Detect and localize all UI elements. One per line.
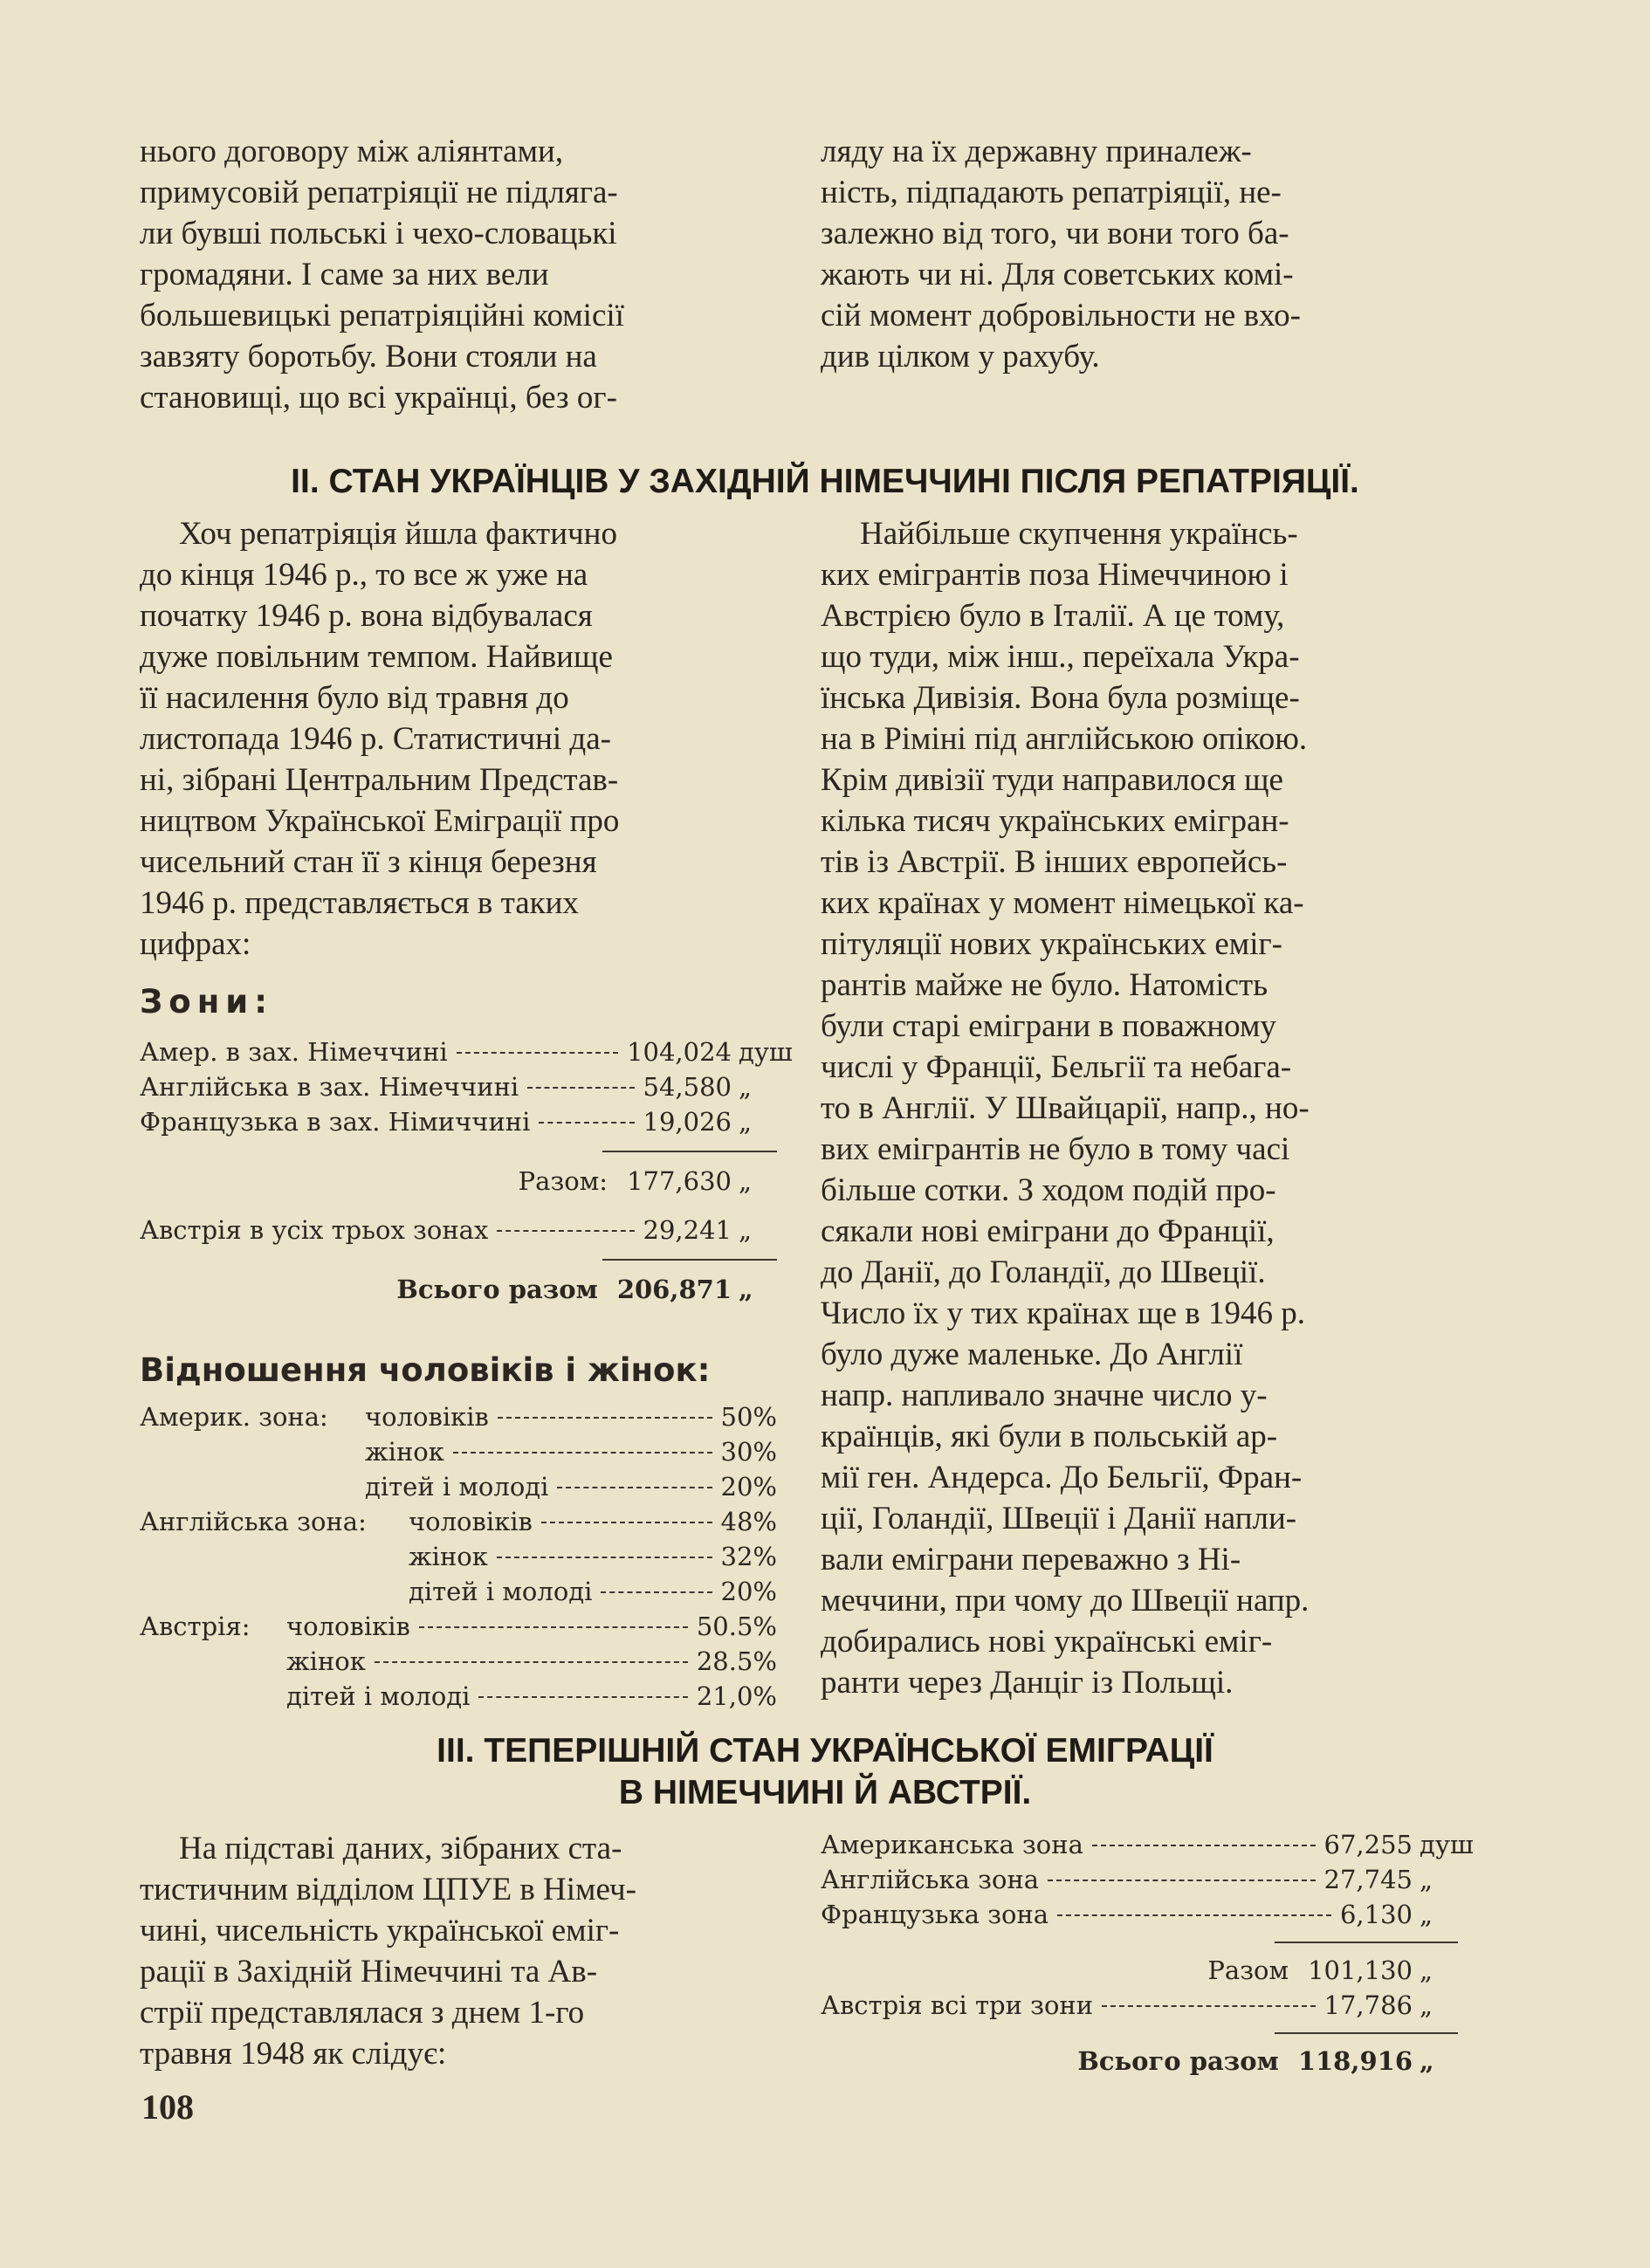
text-line: країнців, які були в польській ар-	[821, 1419, 1278, 1454]
text-line: Найбільше скупчення українсь-	[860, 516, 1298, 552]
sum-rule	[1275, 1942, 1458, 1943]
zone-unit: „	[739, 1107, 753, 1137]
text-line: рантів майже не було. Натомість	[821, 967, 1268, 1003]
subtotal-row	[140, 1165, 777, 1199]
text-line: тистичним відділом ЦПУЕ в Німеч-	[140, 1872, 636, 1907]
leader-dots	[1057, 1914, 1331, 1916]
page-number: 108	[141, 2087, 194, 2127]
text-line: числі у Франції, Бельгії та небага-	[821, 1049, 1292, 1085]
ratio-label: чоловіків	[286, 1612, 410, 1641]
text-line: становищі, що всі українці, без ог-	[140, 380, 617, 416]
ratio-title: Відношення чоловіків і жінок:	[140, 1351, 711, 1389]
text-line: вали еміграни переважно з Ні-	[821, 1542, 1241, 1577]
table-row	[821, 1828, 1474, 1863]
leader-dots	[601, 1591, 712, 1593]
leader-dots	[497, 1230, 634, 1232]
text-line: було дуже маленьке. До Англії	[821, 1337, 1243, 1372]
text-line: громадяни. І саме за них вели	[140, 257, 549, 292]
text-line: вих емігрантів не було в тому часі	[821, 1131, 1290, 1167]
leader-dots	[478, 1696, 687, 1698]
text-line: стрії представлялася з днем 1-го	[140, 1995, 585, 2031]
section-3-heading-line-1: III. ТЕПЕРІШНІЙ СТАН УКРАЇНСЬКОЇ ЕМІГРАЦІЇ	[437, 1732, 1213, 1770]
text-line: їнська Дивізія. Вона була розміще-	[821, 680, 1300, 716]
zone-label: Французька зона	[821, 1900, 1049, 1929]
total-value: 118,916	[1297, 2046, 1413, 2076]
zone-label: Амер. в зах. Німеччині	[140, 1037, 448, 1067]
table-row	[140, 1505, 777, 1540]
leader-dots	[497, 1557, 712, 1558]
text-line: були старі еміграни в поважному	[821, 1008, 1276, 1044]
ratio-value: 48%	[720, 1507, 777, 1536]
text-line: тів із Австрії. В інших европейсь-	[821, 844, 1288, 880]
text-line: ких країнах у момент німецької ка-	[821, 885, 1304, 921]
sum-rule	[602, 1151, 777, 1152]
table-row	[140, 1435, 777, 1470]
leader-dots	[539, 1122, 634, 1124]
text-line: ництвом Української Еміграції про	[140, 803, 620, 839]
leader-dots	[498, 1417, 712, 1419]
section-3-zones-table	[821, 1828, 1474, 2079]
intro-right-column	[821, 131, 1458, 377]
leader-dots	[1102, 2005, 1315, 2007]
subtotal-value: 177,630	[627, 1166, 732, 1196]
zone-value: 6,130	[1339, 1900, 1413, 1929]
leader-dots	[557, 1487, 712, 1488]
ratio-label: жінок	[365, 1437, 444, 1467]
sum-rule	[602, 1259, 777, 1261]
austria-label: Австрія в усіх трьох зонах	[140, 1215, 489, 1245]
ratio-label: чоловіків	[409, 1507, 533, 1536]
text-line: що туди, між інш., переїхала Укра-	[821, 639, 1300, 675]
leader-dots	[375, 1661, 688, 1663]
section-2-right-column	[821, 513, 1458, 1703]
zones-table	[140, 1035, 793, 1308]
text-line: ких емігрантів поза Німеччиною і	[821, 557, 1289, 593]
austria-unit: „	[1420, 1990, 1433, 2020]
ratio-label: дітей і молоді	[365, 1472, 549, 1502]
sum-rule	[1275, 2032, 1458, 2034]
text-line: нього договору між аліянтами,	[140, 134, 564, 169]
table-row	[140, 1645, 777, 1680]
leader-dots	[541, 1522, 712, 1523]
text-line: меччини, при чому до Швеції напр.	[821, 1583, 1310, 1619]
total-row	[140, 1273, 777, 1308]
total-unit: „	[1420, 2046, 1434, 2076]
ratio-value: 21,0%	[696, 1681, 777, 1711]
section-3-heading-line-2: В НІМЕЧЧИНІ Й АВСТРІЇ.	[618, 1774, 1032, 1811]
ratio-value: 20%	[720, 1472, 777, 1502]
text-line: до кінця 1946 р., то все ж уже на	[140, 557, 588, 593]
zone-label: Французька в зах. Німиччині	[140, 1107, 531, 1137]
table-row	[140, 1575, 777, 1610]
text-line: чисельний стан її з кінця березня	[140, 844, 597, 880]
table-row	[140, 1680, 777, 1715]
table-row	[821, 1863, 1458, 1898]
ratio-zone: Америк. зона:	[140, 1402, 328, 1432]
section-3-left-column	[140, 1828, 777, 2074]
zone-value: 27,745	[1323, 1865, 1413, 1894]
subtotal-label: Разом	[1207, 1955, 1289, 1985]
text-line: цифрах:	[140, 926, 251, 962]
section-2-left-column	[140, 513, 777, 965]
leader-dots	[527, 1087, 634, 1089]
total-unit: „	[739, 1275, 753, 1304]
text-line: жають чи ні. Для советських комі-	[821, 257, 1294, 292]
text-line: дуже повільним темпом. Найвище	[140, 639, 613, 675]
text-line: На підставі даних, зібраних ста-	[179, 1831, 622, 1866]
table-row	[140, 1070, 777, 1105]
ratio-label: дітей і молоді	[286, 1681, 471, 1711]
text-line: травня 1948 як слідує:	[140, 2036, 447, 2072]
text-line: її насилення було від травня до	[140, 680, 569, 716]
text-line: листопада 1946 р. Статистичні да-	[140, 721, 611, 757]
zone-value: 19,026	[643, 1107, 732, 1137]
ratio-zone: Австрія:	[140, 1612, 251, 1641]
ratio-label: жінок	[409, 1542, 488, 1571]
table-row	[140, 1400, 777, 1435]
austria-unit: „	[739, 1215, 753, 1245]
subtotal-unit: „	[1420, 1955, 1433, 1985]
leader-dots	[419, 1626, 688, 1628]
text-line: 1946 р. представляється в таких	[140, 885, 579, 921]
leader-dots	[1048, 1880, 1315, 1881]
text-line: примусовій репатріяції не підляга-	[140, 175, 618, 210]
text-line: мії ген. Андерса. До Бельгії, Фран-	[821, 1460, 1303, 1495]
subtotal-row	[821, 1954, 1458, 1989]
zone-value: 54,580	[643, 1072, 732, 1102]
table-row	[140, 1105, 777, 1140]
text-line: ляду на їх державну приналеж-	[821, 134, 1252, 169]
text-line: Крім дивізії туди направилося ще	[821, 762, 1283, 798]
text-line: більше сотки. З ходом подій про-	[821, 1172, 1276, 1208]
table-row	[140, 1540, 777, 1575]
zone-unit: „	[739, 1072, 753, 1102]
text-line: Число їх у тих країнах ще в 1946 р.	[821, 1296, 1306, 1331]
ratio-value: 20%	[720, 1577, 777, 1606]
text-line: сій момент добровільности не вхо-	[821, 298, 1301, 333]
zone-label: Американська зона	[821, 1830, 1083, 1859]
text-line: до Данії, до Голандії, до Швеції.	[821, 1254, 1266, 1290]
text-line: большевицькі репатріяційні комісії	[140, 298, 624, 333]
zone-label: Англійська в зах. Німеччині	[140, 1072, 519, 1102]
ratio-value: 32%	[720, 1542, 777, 1571]
zone-label: Англійська зона	[821, 1865, 1040, 1894]
text-line: завзяту боротьбу. Вони стояли на	[140, 339, 597, 375]
austria-value: 29,241	[643, 1215, 732, 1245]
text-line: то в Англії. У Швайцарії, напр., но-	[821, 1090, 1310, 1126]
austria-value: 17,786	[1323, 1990, 1413, 2020]
text-line: Австрією було в Італії. А це тому,	[821, 598, 1285, 634]
ratio-zone: Англійська зона:	[140, 1507, 367, 1536]
leader-dots	[457, 1052, 618, 1054]
table-row	[821, 1898, 1458, 1933]
leader-dots	[453, 1452, 712, 1454]
text-line: див цілком у рахубу.	[821, 339, 1100, 375]
total-label: Всього разом	[396, 1275, 598, 1304]
subtotal-label: Разом:	[518, 1166, 608, 1196]
subtotal-value: 101,130	[1308, 1955, 1413, 1985]
zone-unit: душ	[1420, 1830, 1474, 1859]
zone-unit: „	[1420, 1865, 1433, 1894]
section-2-heading: II. СТАН УКРАЇНЦІВ У ЗАХІДНІЙ НІМЕЧЧИНІ ПІСЛЯ РЕПАТРІЯЦІЇ.	[291, 463, 1359, 500]
text-line: ції, Голандії, Швеції і Данії напли-	[821, 1501, 1297, 1536]
text-line: напр. напливало значне число у-	[821, 1378, 1268, 1413]
ratio-value: 50.5%	[696, 1612, 777, 1641]
ratio-label: жінок	[286, 1646, 366, 1676]
ratio-label: чоловіків	[365, 1402, 489, 1432]
total-value: 206,871	[616, 1275, 732, 1304]
ratio-value: 50%	[720, 1402, 777, 1432]
austria-label: Австрія всі три зони	[821, 1990, 1094, 2020]
table-row	[140, 1035, 793, 1070]
zone-unit: „	[1420, 1900, 1433, 1929]
leader-dots	[1092, 1845, 1316, 1846]
text-line: ні, зібрані Центральним Представ-	[140, 762, 619, 798]
ratio-value: 28.5%	[696, 1646, 777, 1676]
text-line: початку 1946 р. вона відбувалася	[140, 598, 593, 634]
zones-title: Зони:	[140, 983, 273, 1021]
subtotal-unit: „	[739, 1166, 753, 1196]
text-line: ранти через Данціг із Польщі.	[821, 1665, 1234, 1701]
text-line: на в Ріміні під англійською опікою.	[821, 721, 1308, 757]
text-line: ність, підпадають репатріяції, не-	[821, 175, 1282, 210]
zone-unit: душ	[739, 1037, 793, 1067]
table-row	[140, 1610, 777, 1645]
total-label: Всього разом	[1077, 2046, 1279, 2076]
text-line: добирались нові українські еміг-	[821, 1624, 1273, 1660]
ratio-label: дітей і молоді	[409, 1577, 593, 1606]
text-line: залежно від того, чи вони того ба-	[821, 216, 1289, 251]
text-line: сякали нові еміграни до Франції,	[821, 1213, 1275, 1249]
text-line: чині, чисельність української еміг-	[140, 1913, 620, 1948]
text-line: рації в Західній Німеччині та Ав-	[140, 1954, 598, 1990]
text-line: ли бувші польські і чехо-словацькі	[140, 216, 617, 251]
text-line: кілька тисяч українських емігран-	[821, 803, 1289, 839]
ratio-value: 30%	[720, 1437, 777, 1467]
text-line: Хоч репатріяція йшла фактично	[179, 516, 617, 552]
austria-row	[140, 1213, 777, 1248]
ratio-table	[140, 1400, 777, 1715]
table-row	[140, 1470, 777, 1505]
intro-left-column	[140, 131, 777, 418]
zone-value: 67,255	[1323, 1830, 1413, 1859]
austria-row	[821, 1989, 1458, 2024]
zone-value: 104,024	[627, 1037, 732, 1067]
total-row	[821, 2045, 1458, 2079]
text-line: пітуляції нових українських еміг-	[821, 926, 1282, 962]
